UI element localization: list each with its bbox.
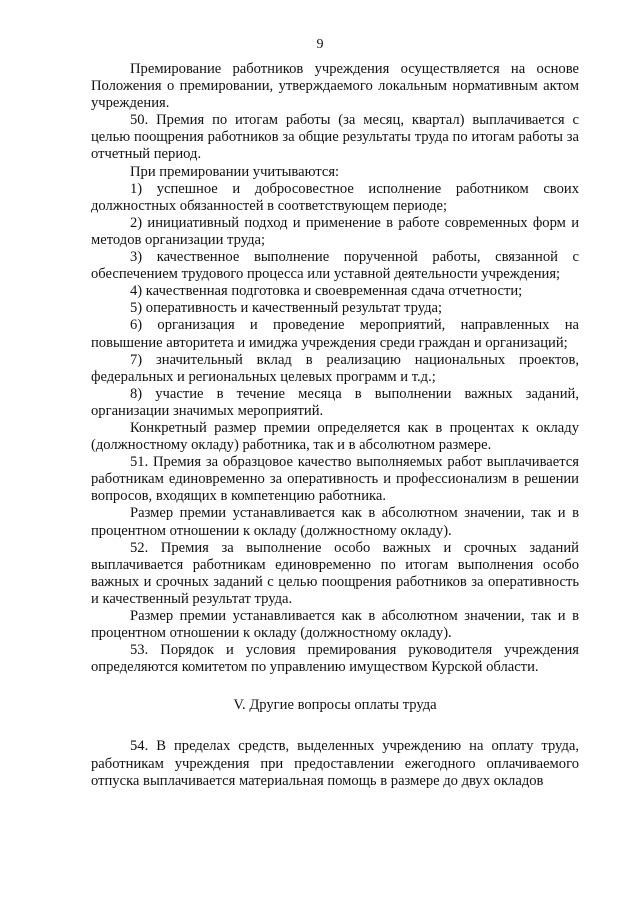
list-item: 1) успешное и добросовестное исполнение работником своих должностных обязанностей в соответствующем периоде; bbox=[91, 180, 579, 214]
page-number: 9 bbox=[316, 37, 324, 52]
list-item: 3) качественное выполнение порученной работы, связанной с обеспечением трудового процесса или уставной деятельности учреждения; bbox=[91, 249, 579, 283]
paragraph: Конкретный размер премии определяется как в процентах к окладу (должностному окладу) работника, так и в абсолютном размере. bbox=[91, 419, 579, 454]
paragraph: 50. Премия по итогам работы (за месяц, квартал) выплачивается с целью поощрения работников за общие результаты труда по итогам работы за отчетный период. bbox=[91, 112, 579, 163]
list-item: 6) организация и проведение мероприятий, направленных на повышение авторитета и имиджа учреждения среди граждан и организаций; bbox=[91, 317, 579, 351]
paragraph: Размер премии устанавливается как в абсолютном значении, так и в процентном отношении к окладу (должностному окладу). bbox=[91, 505, 579, 539]
list-item: 2) инициативный подход и применение в работе современных форм и методов организации труда; bbox=[91, 214, 579, 248]
document-body bbox=[91, 61, 579, 790]
paragraph: Премирование работников учреждения осуществляется на основе Положения о премировании, утверждаемого локальным нормативным актом учреждения. bbox=[91, 61, 579, 112]
paragraph: Размер премии устанавливается как в абсолютном значении, так и в процентном отношении к окладу (должностному окладу). bbox=[91, 608, 579, 642]
list-item: 7) значительный вклад в реализацию национальных проектов, федеральных и региональных целевых программ и т.д.; bbox=[91, 351, 579, 385]
section-heading: V. Другие вопросы оплаты труда bbox=[233, 697, 437, 714]
paragraph: 54. В пределах средств, выделенных учреждению на оплату труда, работникам учреждения при предоставлении ежегодного оплачиваемого отпуска выплачивается материальная помощь в размере до двух окладов bbox=[91, 738, 579, 789]
paragraph: При премировании учитываются: bbox=[130, 163, 340, 180]
list-item: 5) оперативность и качественный результат труда; bbox=[130, 300, 443, 317]
paragraph: 51. Премия за образцовое качество выполняемых работ выплачивается работникам единовременно за оперативность и профессионализм в решении вопросов, входящих в компетенцию работника. bbox=[91, 454, 579, 505]
list-item: 8) участие в течение месяца в выполнении важных заданий, организации значимых мероприятий. bbox=[91, 385, 579, 419]
paragraph: 52. Премия за выполнение особо важных и срочных заданий выплачивается работникам единовременно по итогам выполнения особо важных и срочных заданий с целью поощрения работников за оперативность и качественный результат труда. bbox=[91, 539, 579, 607]
paragraph: 53. Порядок и условия премирования руководителя учреждения определяются комитетом по управлению имуществом Курской области. bbox=[91, 642, 579, 676]
list-item: 4) качественная подготовка и своевременная сдача отчетности; bbox=[130, 283, 523, 300]
